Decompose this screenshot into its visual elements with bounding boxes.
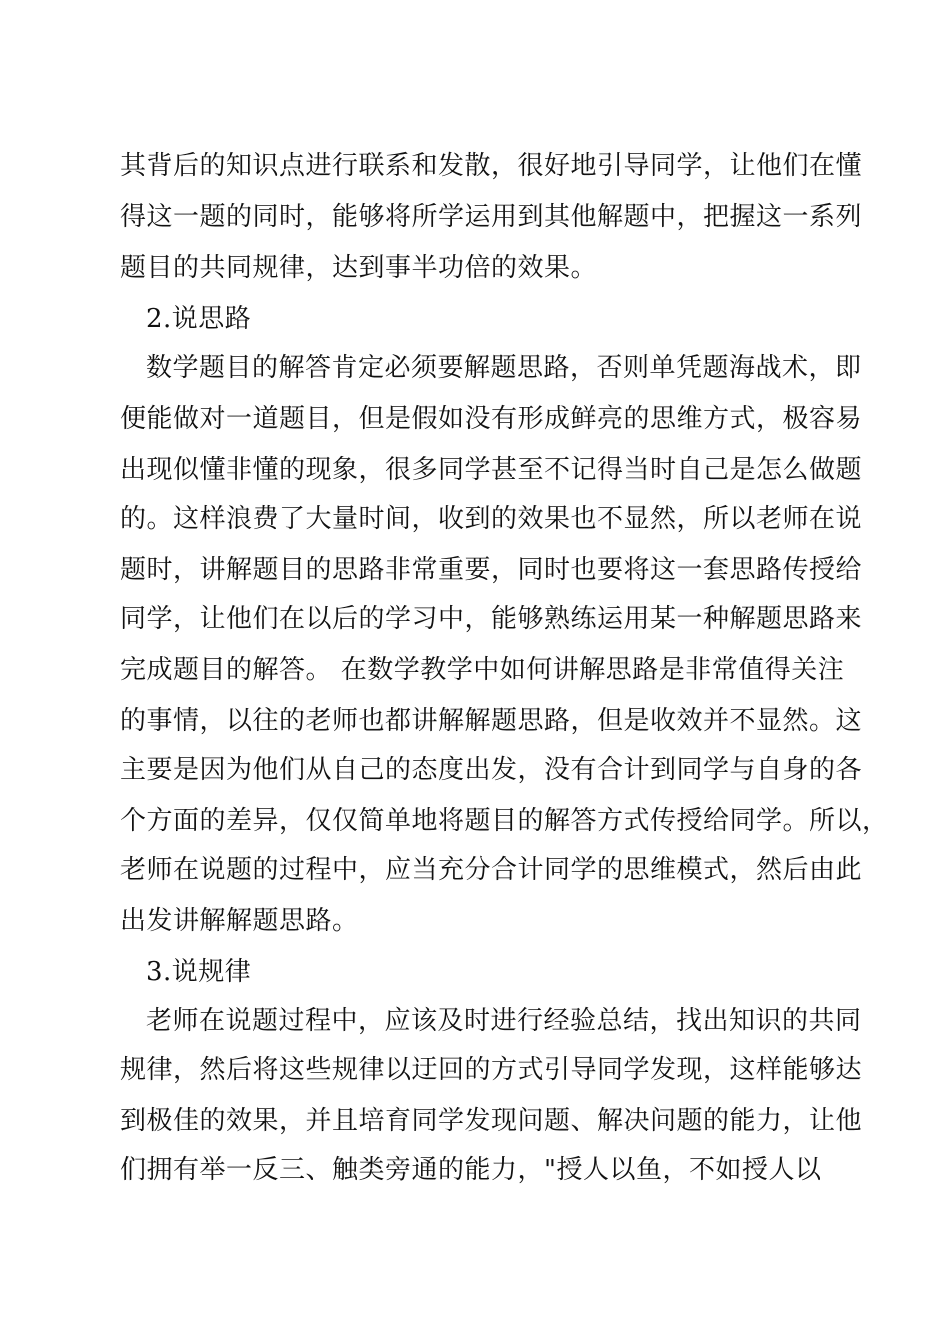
- text-line: 个方面的差异，仅仅简单地将题目的解答方式传授给同学。所以，: [120, 806, 889, 836]
- section-heading: 3.说规律: [146, 957, 252, 987]
- text-line: 得这一题的同时，能够将所学运用到其他解题中，把握这一系列: [120, 202, 863, 232]
- text-line: 的事情，以往的老师也都讲解解题思路，但是收效并不显然。这: [120, 706, 863, 736]
- text-line: 老师在说题的过程中，应当充分合计同学的思维模式，然后由此: [120, 855, 863, 885]
- text-line: 出现似懂非懂的现象，很多同学甚至不记得当时自己是怎么做题: [120, 455, 863, 485]
- text-line: 便能做对一道题目，但是假如没有形成鲜亮的思维方式，极容易: [120, 404, 863, 434]
- text-line: 到极佳的效果，并且培育同学发现问题、解决问题的能力，让他: [120, 1106, 863, 1136]
- text-line: 们拥有举一反三、触类旁通的能力，"授人以鱼，不如授人以: [120, 1155, 822, 1185]
- text-line: 同学，让他们在以后的学习中，能够熟练运用某一种解题思路来: [120, 604, 863, 634]
- text-line: 题目的共同规律，达到事半功倍的效果。: [120, 253, 598, 283]
- text-line: 出发讲解解题思路。: [120, 906, 359, 936]
- text-line: 的。这样浪费了大量时间，收到的效果也不显然，所以老师在说: [120, 504, 863, 534]
- text-line: 其背后的知识点进行联系和发散，很好地引导同学，让他们在懂: [120, 151, 863, 181]
- text-line: 规律，然后将这些规律以迂回的方式引导同学发现，这样能够达: [120, 1055, 863, 1085]
- text-line: 数学题目的解答肯定必须要解题思路，否则单凭题海战术，即: [146, 353, 862, 383]
- section-heading: 2.说思路: [146, 304, 252, 334]
- text-line: 题时，讲解题目的思路非常重要，同时也要将这一套思路传授给: [120, 555, 863, 585]
- text-line: 老师在说题过程中，应该及时进行经验总结，找出知识的共同: [146, 1006, 862, 1036]
- text-line: 主要是因为他们从自己的态度出发，没有合计到同学与自身的各: [120, 755, 863, 785]
- text-line: 完成题目的解答。 在数学教学中如何讲解思路是非常值得关注: [120, 655, 845, 685]
